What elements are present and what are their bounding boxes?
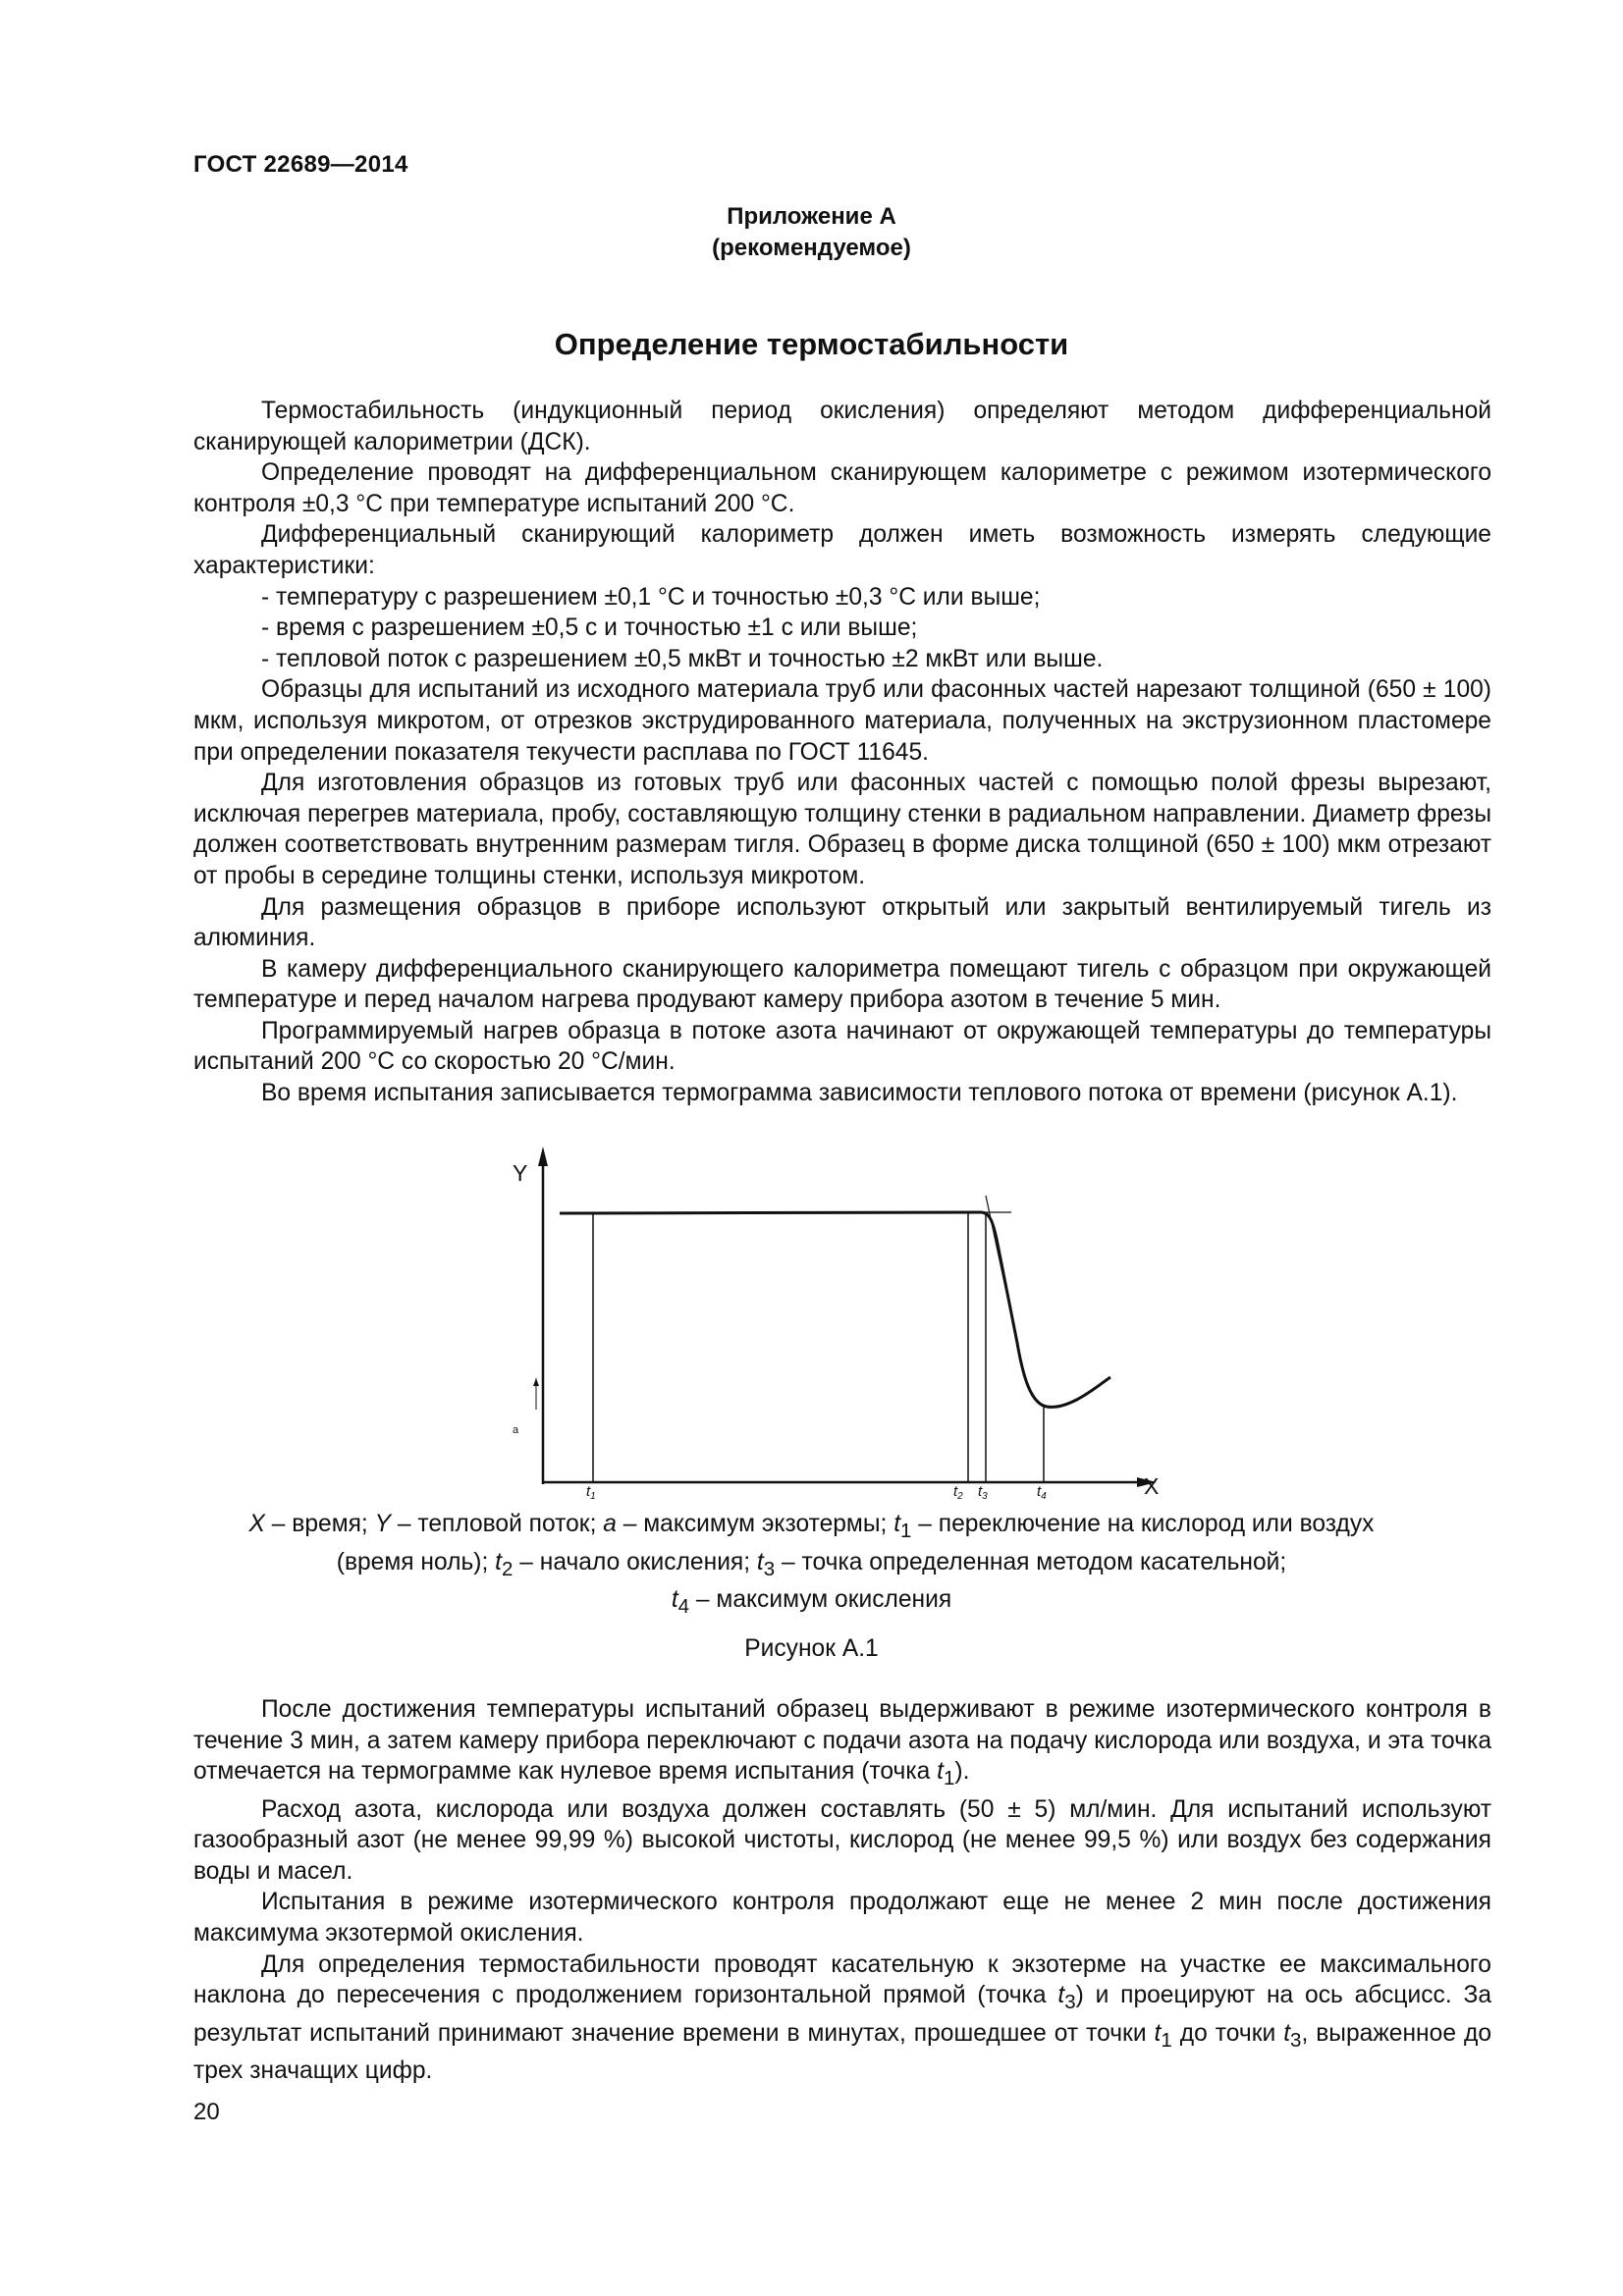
- annex-title: Приложение А: [727, 203, 896, 230]
- tick-subscript: 3: [982, 1491, 988, 1502]
- body-text-bottom: [193, 1694, 1491, 2087]
- tick-label-t3: $t_3$: [978, 1483, 988, 1502]
- figure-caption: [147, 1509, 1476, 1623]
- x-axis-label: X: [1144, 1473, 1160, 1499]
- paragraph: Испытания в режиме изотермического контроля продолжают еще не менее 2 мин после достижения максимума экзотермой окисления.: [193, 1889, 1491, 1948]
- paragraph: Во время испытания записывается термограмма зависимости теплового потока от времени (рисунок А.1).: [261, 1080, 1458, 1107]
- paragraph: Для определения термостабильности проводят касательную к экзотерме на участке ее максимального наклона до пересечения с продолжением горизонтальной прямой (точка $t_3$) и проецируют на ось абсцисс. За результат испытаний принимают значение времени в минутах, прошедшее от точки $t_1$ до точки $t_3$, выраженное до трех значащих цифр.: [193, 1950, 1491, 2085]
- paragraph: Дифференциальный сканирующий калориметр должен иметь возможность измерять следующие характеристики:: [193, 521, 1491, 579]
- paragraph: Определение проводят на дифференциальном сканирующем калориметре с режимом изотермического контроля ±0,3 °С при температуре испытаний 200 °С.: [193, 459, 1491, 517]
- paragraph: Для изготовления образцов из готовых труб или фасонных частей с помощью полой фрезы вырезают, исключая перегрев материала, пробу, составляющую толщину стенки в радиальном направлении. Диаметр фрезы должен соответствовать внутренним размерам тигля. Образец в форме диска толщиной (650 ± 100) мкм отрезают от пробы в середине толщины стенки, используя микротом.: [193, 770, 1491, 889]
- marker-a-arrowhead: [533, 1378, 539, 1386]
- paragraph: Для размещения образцов в приборе используют открытый или закрытый вентилируемый тигель из алюминия.: [193, 893, 1491, 952]
- caption-line-3: $t_4$ – максимум окисления: [671, 1586, 952, 1618]
- list-item: - время с разрешением ±0,5 с и точностью ±1 с или выше;: [261, 614, 918, 642]
- paragraph: В камеру дифференциального сканирующего калориметра помещают тигель с образцом при окружающей температуре и перед началом нагрева продувают камеру прибора азотом в течение 5 мин.: [193, 955, 1491, 1014]
- annex-status: (рекомендуемое): [712, 235, 911, 261]
- y-axis-arrow: [538, 1147, 548, 1166]
- baseline: [560, 1212, 982, 1213]
- tick-subscript: 2: [957, 1491, 963, 1502]
- caption-line-1: X – время; Y – тепловой поток; а – максимум экзотермы; $t_1$ – переключение на кислород или воздух: [248, 1511, 1375, 1542]
- figure-label: Рисунок А.1: [744, 1635, 879, 1662]
- paragraph: После достижения температуры испытаний образец выдерживают в режиме изотермического контроля в течение 3 мин, а затем камеру прибора переключают с подачи азота на подачу кислорода или воздуха, и эта точка отмечается на термограмме как нулевое время испытания (точка $t_1$).: [193, 1696, 1491, 1790]
- paragraph: Образцы для испытаний из исходного материала труб или фасонных частей нарезают толщиной (650 ± 100) мкм, используя микротом, от отрезков экструдированного материала, полученных на экструзионном пластомере при определении показателя текучести расплава по ГОСТ 11645.: [193, 676, 1491, 766]
- marker-a-label: а: [513, 1424, 519, 1436]
- section-title: Определение термостабильности: [554, 327, 1069, 361]
- tick-label-t1: $t_1$: [586, 1483, 596, 1502]
- tick-subscript: 1: [590, 1491, 596, 1502]
- document-header: ГОСТ 22689—2014: [193, 151, 408, 178]
- tick-subscript: 4: [1041, 1491, 1047, 1502]
- list-item: - тепловой поток с разрешением ±0,5 мкВт и точностью ±2 мкВт или выше.: [261, 645, 1104, 672]
- paragraph: Термостабильность (индукционный период окисления) определяют методом дифференциальной сканирующей калориметрии (ДСК).: [193, 398, 1491, 455]
- paragraph: Программируемый нагрев образца в потоке азота начинают от окружающей температуры до температуры испытаний 200 °С со скоростью 20 °С/мин.: [193, 1017, 1491, 1076]
- exotherm-curve: [982, 1212, 1110, 1407]
- list-item: - температуру с разрешением ±0,1 °С и точностью ±0,3 °С или выше;: [261, 583, 1041, 611]
- tick-label-t4: $t_4$: [1037, 1483, 1047, 1502]
- caption-line-2: (время ноль); $t_2$ – начало окисления; $t_3$ – точка определенная методом касательной;: [336, 1548, 1287, 1580]
- tick-label-t2: $t_2$: [953, 1483, 963, 1502]
- page-number: 20: [193, 2099, 220, 2125]
- paragraph: Расход азота, кислорода или воздуха должен составлять (50 ± 5) мл/мин. Для испытаний используют газообразный азот (не менее 99,99 %) высокой чистоты, кислород (не менее 99,5 %) или воздух без содержания воды и масел.: [193, 1795, 1491, 1885]
- y-axis-label: Y: [513, 1160, 528, 1186]
